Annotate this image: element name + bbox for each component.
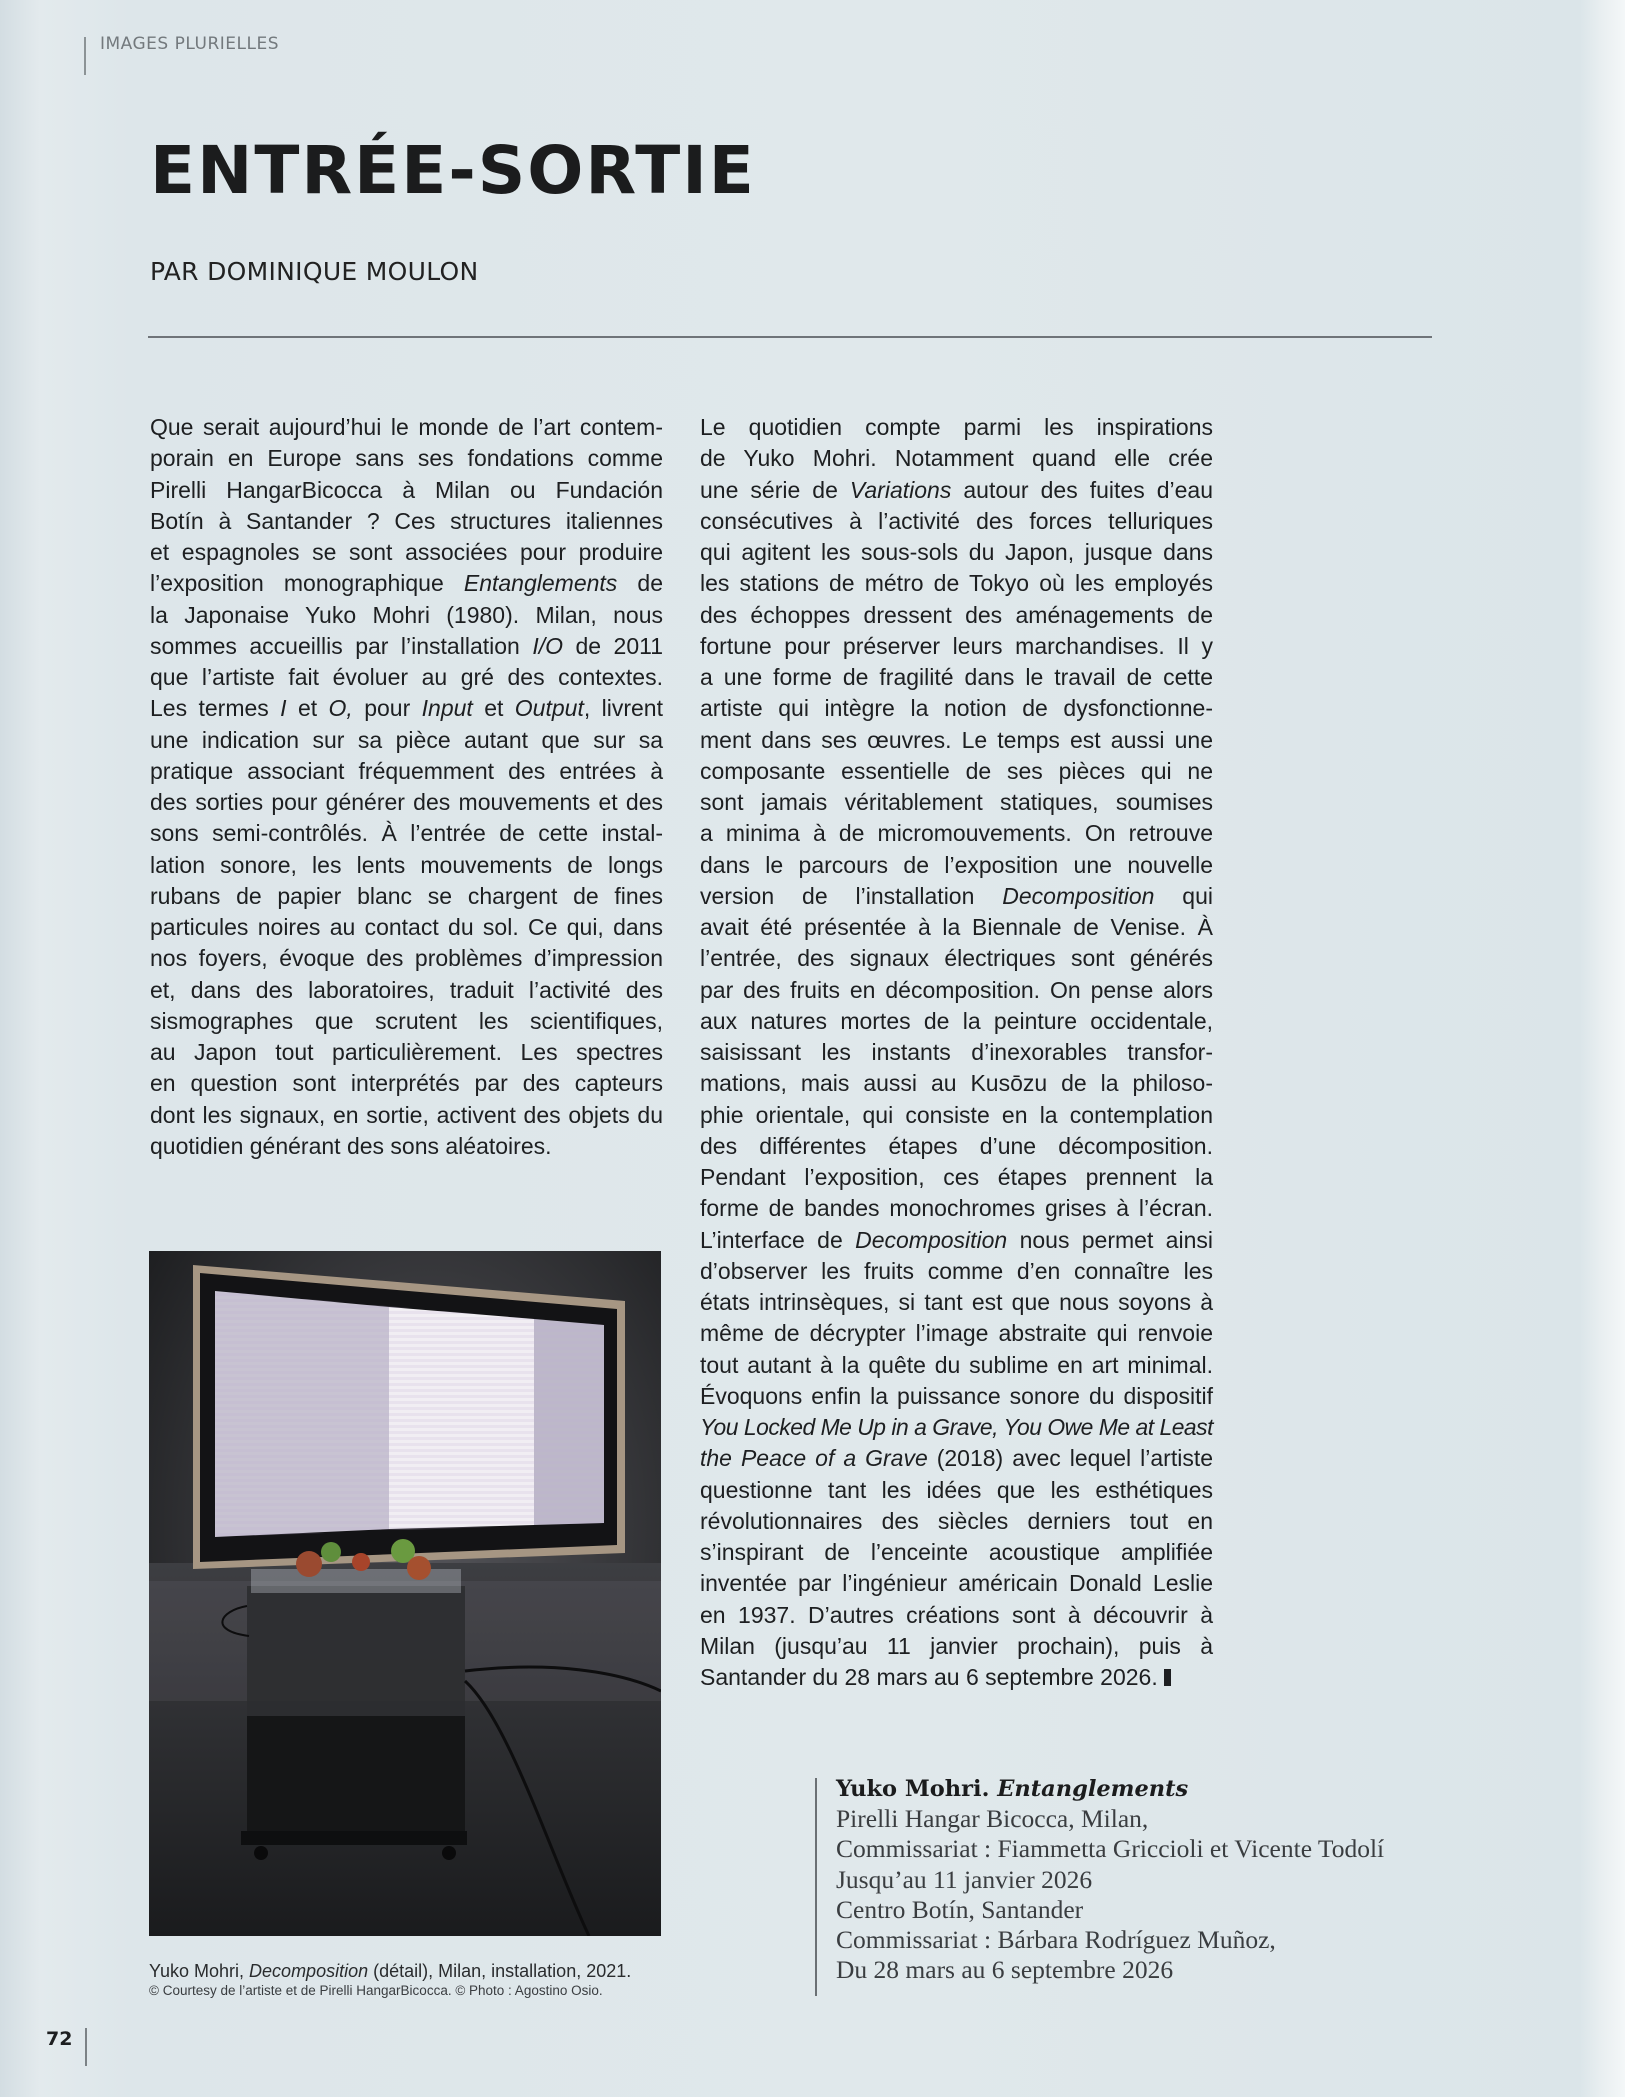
text-line	[150, 725, 663, 756]
text-segment: inventée par l’ingénieur américain Donald Leslie	[700, 1570, 1213, 1597]
text-segment: dans le parcours de l’exposition une nouvelle	[700, 851, 1213, 878]
info-line: Commissariat : Fiammetta Griccioli et Vicente Todolí	[836, 1834, 1385, 1864]
text-segment: des échoppes dressent des aménagements de	[700, 601, 1213, 628]
article-author: PAR DOMINIQUE MOULON	[150, 257, 479, 286]
text-line	[150, 537, 663, 568]
text-segment: au Japon tout particulièrement. Les spectres	[150, 1039, 663, 1065]
text-line	[700, 662, 1213, 693]
info-box-divider	[815, 1778, 817, 1996]
italic-title: Variations	[849, 476, 952, 503]
text-line	[700, 475, 1213, 506]
page-number-divider	[85, 2028, 87, 2066]
text-segment: sismographes que scrutent les scientifiques,	[150, 1007, 663, 1034]
photo-decomposition-installation	[149, 1251, 661, 1936]
text-segment: ment dans ses œuvres. Le temps est aussi une	[700, 726, 1213, 753]
text-line	[150, 1100, 663, 1131]
text-line	[150, 756, 663, 787]
text-line	[700, 1193, 1213, 1224]
article-column-left	[150, 412, 663, 1162]
text-line	[150, 1037, 663, 1068]
text-line	[150, 912, 663, 943]
text-segment: des différentes étapes d’une décomposition.	[700, 1132, 1213, 1159]
text-segment: quotidien générant des sons aléatoires.	[150, 1132, 552, 1159]
text-line	[700, 1506, 1213, 1537]
text-segment: en 1937. D’autres créations sont à découvrir à	[700, 1601, 1213, 1628]
text-segment: nous permet ainsi	[1007, 1226, 1213, 1253]
text-segment: Évoquons enfin la puissance sonore du dispositif	[700, 1382, 1213, 1409]
text-segment: autour des fuites d’eau	[951, 476, 1214, 503]
header-rule	[148, 336, 1432, 338]
text-line	[700, 1131, 1213, 1162]
text-line	[700, 787, 1213, 818]
article-title: ENTRÉE-SORTIE	[150, 132, 756, 209]
info-line: Du 28 mars au 6 septembre 2026	[836, 1955, 1174, 1985]
text-segment: consécutives à l’activité des forces telluriques	[700, 507, 1213, 534]
text-segment: qui	[1154, 882, 1213, 909]
text-line	[150, 1068, 663, 1099]
text-segment: particules noires au contact du sol. Ce qui, dans	[150, 914, 663, 940]
text-segment: même de décrypter l’image abstraite qui renvoie	[700, 1320, 1213, 1347]
text-line	[150, 818, 663, 849]
text-segment: une indication sur sa pièce autant que sur sa	[150, 726, 663, 753]
text-line	[700, 975, 1213, 1006]
text-line	[700, 1068, 1213, 1099]
text-segment: rubans de papier blanc se chargent de fines	[150, 882, 663, 909]
text-line	[150, 600, 663, 631]
text-segment: sont jamais véritablement statiques, soumises	[700, 789, 1213, 815]
info-line: Jusqu’au 11 janvier 2026	[836, 1864, 1093, 1894]
text-segment: avait été présentée à la Biennale de Venise. À	[700, 914, 1213, 940]
text-line	[700, 600, 1213, 631]
text-line	[150, 506, 663, 537]
text-line	[150, 443, 663, 474]
caption-work-title: Decomposition	[249, 1961, 369, 1981]
text-line	[700, 1600, 1213, 1631]
text-segment: et espagnoles se sont associées pour produire	[150, 539, 663, 565]
text-line	[700, 943, 1213, 974]
text-segment: en question sont interprétés par des capteurs	[150, 1070, 663, 1097]
text-segment: porain en Europe sans ses fondations comme	[150, 445, 663, 472]
italic-title: Entanglements	[463, 570, 618, 597]
text-line	[700, 1318, 1213, 1349]
text-segment: Pendant l’exposition, ces étapes prennent la	[700, 1164, 1213, 1190]
text-line	[700, 1568, 1213, 1599]
text-segment: que l’artiste fait évoluer au gré des contextes.	[150, 664, 663, 690]
text-line	[150, 850, 663, 881]
caption-title	[149, 1960, 669, 1982]
text-line	[700, 756, 1213, 787]
italic-title: Decomposition	[1002, 882, 1155, 909]
text-line	[700, 1381, 1213, 1412]
text-line	[700, 1006, 1213, 1037]
text-segment: pour	[352, 695, 422, 722]
text-segment: de Yuko Mohri. Notamment quand elle crée	[700, 445, 1213, 472]
text-line	[700, 1225, 1213, 1256]
italic-title: Decomposition	[855, 1226, 1008, 1253]
text-line	[150, 631, 663, 662]
text-segment: d’observer les fruits comme d’en connaître les	[700, 1257, 1213, 1284]
text-segment: aux natures mortes de la peinture occidentale,	[700, 1007, 1213, 1034]
text-line	[700, 912, 1213, 943]
text-segment: des sorties pour générer des mouvements et des	[150, 789, 663, 815]
text-line	[150, 662, 663, 693]
section-label: IMAGES PLURIELLES	[100, 34, 279, 54]
text-segment: , livrent	[583, 695, 663, 722]
article-column-right	[700, 412, 1213, 1693]
text-line	[150, 943, 663, 974]
text-segment: lation sonore, les lents mouvements de longs	[150, 851, 663, 878]
text-line	[700, 1662, 1213, 1693]
photo-caption	[149, 1960, 669, 2000]
text-line	[700, 693, 1213, 724]
text-line	[700, 725, 1213, 756]
text-segment: artiste qui intègre la notion de dysfonctionne-	[700, 695, 1213, 722]
info-box-heading	[836, 1774, 1384, 1804]
text-segment: Botín à Santander ? Ces structures italiennes	[150, 507, 663, 534]
italic-title: I	[280, 695, 287, 722]
text-line	[700, 1256, 1213, 1287]
text-segment: états intrinsèques, si tant est que nous soyons à	[700, 1289, 1213, 1315]
text-line	[150, 568, 663, 599]
text-segment: L’interface de	[700, 1226, 856, 1253]
text-segment: l’entrée, des signaux électriques sont générés	[700, 945, 1213, 972]
text-line	[700, 850, 1213, 881]
text-line	[700, 1162, 1213, 1193]
text-segment: sommes accueillis par l’installation	[150, 632, 533, 659]
text-line	[700, 506, 1213, 537]
info-line: Commissariat : Bárbara Rodríguez Muñoz,	[836, 1925, 1276, 1955]
article-photo	[149, 1251, 661, 1936]
text-segment: de	[617, 570, 663, 597]
text-line	[150, 475, 663, 506]
text-segment: la Japonaise Yuko Mohri (1980). Milan, nous	[150, 601, 663, 628]
text-segment: Le quotidien compte parmi les inspirations	[700, 414, 1213, 440]
info-line: Centro Botín, Santander	[836, 1894, 1084, 1924]
italic-title: I/O	[532, 632, 563, 659]
exhibition-info-box	[836, 1774, 1384, 1985]
italic-title: Input	[421, 695, 473, 722]
end-of-article-mark	[1164, 1669, 1171, 1686]
text-segment: sons semi-contrôlés. À l’entrée de cette instal-	[150, 820, 663, 847]
text-segment: révolutionnaires des siècles derniers tout en	[700, 1507, 1213, 1534]
text-segment: composante essentielle de ses pièces qui ne	[700, 757, 1213, 784]
text-segment: et	[286, 695, 329, 722]
italic-title: the Peace of a Grave	[700, 1445, 928, 1472]
caption-credits: © Courtesy de l’artiste et de Pirelli HangarBicocca. © Photo : Agostino Osio.	[149, 1983, 603, 1998]
text-segment: fortune pour préserver leurs marchandises. Il y	[700, 632, 1213, 659]
italic-title: You Locked Me Up in a Grave, You Owe Me at Least	[700, 1414, 1213, 1440]
text-line	[150, 1131, 663, 1162]
text-segment: qui agitent les sous-sols du Japon, jusque dans	[700, 539, 1213, 565]
text-segment: a minima à de micromouvements. On retrouve	[700, 820, 1213, 847]
text-segment: dont les signaux, en sortie, activent des objets du	[150, 1101, 663, 1128]
text-line	[700, 1412, 1213, 1443]
text-segment: Que serait aujourd’hui le monde de l’art contem-	[150, 414, 663, 440]
text-segment: s’inspirant de l’enceinte acoustique amplifiée	[700, 1539, 1213, 1565]
text-line	[700, 1443, 1213, 1474]
text-segment: nos foyers, évoque des problèmes d’impression	[150, 945, 663, 972]
text-line	[700, 537, 1213, 568]
text-segment: l’exposition monographique	[150, 570, 464, 597]
text-segment: a une forme de fragilité dans le travail de cette	[700, 664, 1213, 690]
text-line	[150, 787, 663, 818]
text-segment: une série de	[700, 476, 850, 503]
text-segment: Pirelli HangarBicocca à Milan ou Fundación	[150, 476, 663, 503]
text-segment: et, dans des laboratoires, traduit l’activité des	[150, 976, 663, 1003]
section-divider	[84, 37, 86, 75]
info-line: Pirelli Hangar Bicocca, Milan,	[836, 1804, 1149, 1834]
italic-title: O,	[328, 695, 353, 722]
text-line	[700, 1350, 1213, 1381]
text-segment: Santander du 28 mars au 6 septembre 2026.	[700, 1664, 1158, 1690]
text-segment: (2018) avec lequel l’artiste	[927, 1445, 1213, 1472]
page-number: 72	[46, 2028, 73, 2050]
text-segment: version de l’installation	[700, 882, 1003, 909]
caption-details: (détail), Milan, installation, 2021.	[368, 1961, 632, 1981]
text-segment: mations, mais aussi au Kusōzu de la philoso-	[700, 1070, 1213, 1097]
text-segment: Les termes	[150, 695, 281, 722]
info-exhibition-title: Entanglements	[997, 1776, 1189, 1802]
text-line	[150, 1006, 663, 1037]
caption-artist: Yuko Mohri,	[149, 1961, 250, 1981]
text-segment: et	[472, 695, 515, 722]
text-segment: questionne tant les idées que les esthétiques	[700, 1476, 1213, 1503]
text-line	[700, 412, 1213, 443]
info-artist-name: Yuko Mohri.	[836, 1776, 998, 1802]
text-segment: de 2011	[562, 632, 663, 659]
text-line	[150, 693, 663, 724]
text-line	[700, 1037, 1213, 1068]
text-line	[150, 975, 663, 1006]
text-line	[700, 1287, 1213, 1318]
italic-title: Output	[514, 695, 584, 722]
text-line	[700, 881, 1213, 912]
text-segment: pratique associant fréquemment des entrées à	[150, 757, 663, 784]
text-line	[700, 1631, 1213, 1662]
text-line	[150, 881, 663, 912]
text-segment: forme de bandes monochromes grises à l’écran.	[700, 1195, 1213, 1222]
text-segment: Milan (jusqu’au 11 janvier prochain), puis à	[700, 1632, 1213, 1659]
text-line	[700, 568, 1213, 599]
text-segment: par des fruits en décomposition. On pense alors	[700, 976, 1213, 1003]
text-line	[700, 818, 1213, 849]
text-segment: les stations de métro de Tokyo où les employés	[700, 570, 1213, 597]
text-line	[700, 443, 1213, 474]
text-line	[700, 1475, 1213, 1506]
text-line	[700, 631, 1213, 662]
text-line	[700, 1537, 1213, 1568]
text-segment: saisissant les instants d’inexorables transfor-	[700, 1039, 1213, 1065]
text-segment: tout autant à la quête du sublime en art minimal.	[700, 1351, 1213, 1378]
text-line	[700, 1100, 1213, 1131]
text-line	[150, 412, 663, 443]
text-segment: phie orientale, qui consiste en la contemplation	[700, 1101, 1213, 1128]
